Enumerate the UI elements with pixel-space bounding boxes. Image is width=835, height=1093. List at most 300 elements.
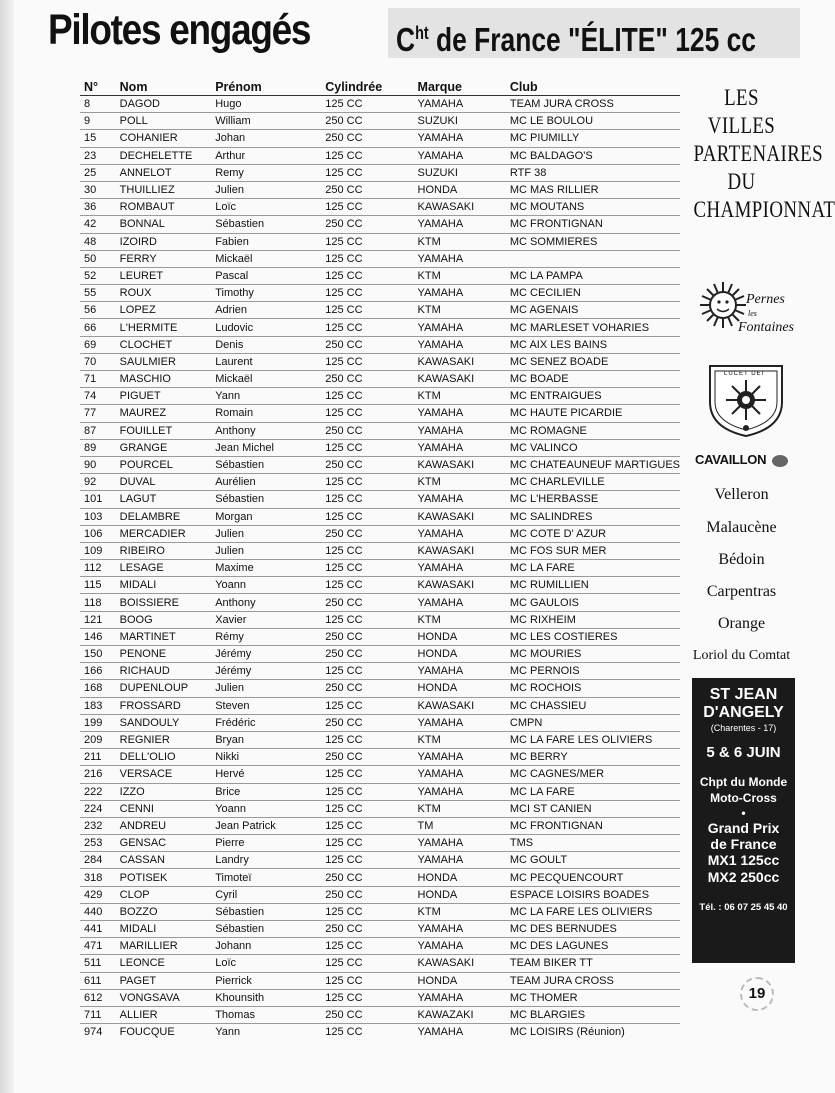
rider-club: MC DES LAGUNES [510,938,680,955]
rider-club: MC LA FARE [510,560,680,577]
table-row [80,405,680,422]
rider-brand: YAMAHA [418,336,510,353]
rider-displacement: 125 CC [325,302,417,319]
rider-club: MC CECILIEN [510,285,680,302]
rider-number: 222 [80,783,120,800]
rider-number: 121 [80,611,120,628]
partner-towns-panel [683,84,835,224]
title-line: LES [724,85,759,110]
rider-name: MIDALI [120,577,216,594]
rider-number: 146 [80,628,120,645]
rider-firstname: Khounsith [215,989,325,1006]
rider-displacement: 125 CC [325,250,417,267]
table-row [80,199,680,216]
table-row [80,577,680,594]
rider-club: MC MOURIES [510,646,680,663]
rider-number: 183 [80,697,120,714]
rider-name: VERSACE [120,766,216,783]
rider-club: MC SALINDRES [510,508,680,525]
ad-gp-line: de France [710,836,777,852]
rider-name: LESAGE [120,560,216,577]
table-header-row [80,78,680,96]
rider-displacement: 125 CC [325,903,417,920]
rider-name: POLL [120,113,216,130]
rider-club: MC MAS RILLIER [510,181,680,198]
table-row [80,336,680,353]
table-row [80,113,680,130]
rider-displacement: 125 CC [325,560,417,577]
lucet-dei-crest: LUCET DEI [706,362,786,438]
rider-displacement: 125 CC [325,577,417,594]
rider-number: 50 [80,250,120,267]
rider-club: MC ENTRAIGUES [510,388,680,405]
rider-brand: YAMAHA [418,560,510,577]
table-row [80,938,680,955]
rider-name: ANNELOT [120,164,216,181]
rider-name: GENSAC [120,835,216,852]
rider-displacement: 125 CC [325,955,417,972]
rider-brand: YAMAHA [418,714,510,731]
rider-brand: YAMAHA [418,319,510,336]
rider-club: MC LA PAMPA [510,267,680,284]
rider-club: MC AIX LES BAINS [510,336,680,353]
table-row [80,233,680,250]
rider-brand: YAMAHA [418,525,510,542]
ad-place-line: D'ANGELY [703,704,784,721]
rider-displacement: 250 CC [325,456,417,473]
rider-club: MC CAGNES/MER [510,766,680,783]
rider-name: LEONCE [120,955,216,972]
championship-banner [388,8,800,58]
rider-name: CLOCHET [120,336,216,353]
rider-number: 103 [80,508,120,525]
rider-name: MAUREZ [120,405,216,422]
town-bedoin: Bédoin [718,551,765,568]
rider-number: 974 [84,1026,103,1039]
table-row [80,422,680,439]
rider-firstname: Timoteï [215,869,325,886]
rider-displacement: 125 CC [325,611,417,628]
rider-brand: KTM [418,474,510,491]
rider-firstname: Hugo [215,96,325,113]
rider-brand: KTM [418,302,510,319]
rider-brand: YAMAHA [418,147,510,164]
rider-number: 429 [80,886,120,903]
rider-firstname: Denis [215,336,325,353]
table-row [80,611,680,628]
table-row [80,852,680,869]
rider-displacement: 125 CC [325,800,417,817]
rider-number: 56 [80,302,120,319]
rider-displacement: 125 CC [325,199,417,216]
rider-club [510,250,680,267]
partner-towns-title [693,84,835,224]
melon-icon [771,454,789,468]
rider-displacement: 250 CC [325,869,417,886]
rider-number: 199 [80,714,120,731]
rider-number: 150 [80,646,120,663]
rider-brand: YAMAHA [418,783,510,800]
rider-club: MC LA FARE LES OLIVIERS [510,903,680,920]
rider-firstname: Adrien [215,302,325,319]
table-row [80,800,680,817]
rider-club: MC VALINCO [510,439,680,456]
rider-club: MC LA FARE [510,783,680,800]
rider-brand: KAWASAKI [418,955,510,972]
col-name: Nom [120,78,216,96]
rider-firstname: Julien [215,542,325,559]
rider-name: BOOG [120,611,216,628]
table-row [80,371,680,388]
rider-firstname: Timothy [215,285,325,302]
rider-club: MC SENEZ BOADE [510,353,680,370]
rider-number: 318 [80,869,120,886]
col-number: N° [80,78,120,96]
page-title: Pilotes engagés [48,6,311,54]
rider-firstname: Morgan [215,508,325,525]
rider-number: 109 [80,542,120,559]
table-row [80,319,680,336]
rider-displacement: 125 CC [325,319,417,336]
rider-club: ESPACE LOISIRS BOADES [510,886,680,903]
rider-club: MC PIUMILLY [510,130,680,147]
rider-number: 89 [80,439,120,456]
rider-brand: YAMAHA [418,749,510,766]
rider-club: MC RIXHEIM [510,611,680,628]
rider-firstname: Sébastien [215,491,325,508]
rider-brand: YAMAHA [418,422,510,439]
rider-name: DUPENLOUP [120,680,216,697]
rider-number: 15 [80,130,120,147]
table-row [80,628,680,645]
table-row [80,96,680,113]
rider-club: MC BALDAGO'S [510,147,680,164]
rider-displacement: 125 CC [325,938,417,955]
rider-name: IZOIRD [120,233,216,250]
rider-displacement: 125 CC [325,542,417,559]
rider-number: 471 [80,938,120,955]
rider-firstname: Yoann [215,800,325,817]
ad-phone: Tél. : 06 07 25 45 40 [699,902,788,913]
rider-club: MC CHASSIEU [510,697,680,714]
rider-brand: YAMAHA [418,594,510,611]
rider-brand: YAMAHA [418,491,510,508]
rider-name: FROSSARD [120,697,216,714]
rider-name: ANDREU [120,817,216,834]
rider-name: BOZZO [120,903,216,920]
rider-club: MCI ST CANIEN [510,800,680,817]
rider-number: 8 [80,96,120,113]
title-line: VILLES [707,113,776,138]
table-row [80,474,680,491]
rider-displacement: 125 CC [325,972,417,989]
rider-club: MC LE BOULOU [510,113,680,130]
rider-number: 711 [80,1006,120,1023]
rider-firstname: Johan [215,130,325,147]
ad-event-line: Moto-Cross [710,791,777,805]
rider-club: TEAM JURA CROSS [510,972,680,989]
rider-displacement: 125 CC [325,285,417,302]
rider-brand: HONDA [418,646,510,663]
rider-name: MARILLIER [120,938,216,955]
table-row [80,216,680,233]
rider-club: MC FRONTIGNAN [510,216,680,233]
town-malaucene: Malaucène [706,519,777,536]
town-carpentras: Carpentras [706,583,777,600]
col-firstname: Prénom [215,78,325,96]
rider-firstname: Sébastien [215,921,325,938]
table-row [80,766,680,783]
rider-name: PENONE [120,646,216,663]
table-row [80,972,680,989]
col-displacement: Cylindrée [325,78,417,96]
rider-firstname: Hervé [215,766,325,783]
rider-club: MC LES COSTIERES [510,628,680,645]
rider-number: 612 [80,989,120,1006]
rider-firstname: Arthur [215,147,325,164]
rider-number: 253 [80,835,120,852]
rider-name: CLOP [120,886,216,903]
rider-brand: YAMAHA [418,216,510,233]
rider-club: MC PECQUENCOURT [510,869,680,886]
rider-firstname: Maxime [215,560,325,577]
table-row [80,491,680,508]
rider-displacement: 250 CC [325,181,417,198]
town-orange: Orange [717,615,766,632]
rider-brand: KAWASAKI [418,353,510,370]
rider-firstname: Nikki [215,749,325,766]
rider-firstname: Jérémy [215,646,325,663]
rider-displacement: 250 CC [325,525,417,542]
rider-firstname: Bryan [215,731,325,748]
ad-class-line: MX1 125cc [707,852,780,868]
rider-number: 112 [80,560,120,577]
rider-name: POTISEK [120,869,216,886]
rider-brand: KTM [418,800,510,817]
rider-name: VONGSAVA [120,989,216,1006]
rider-name: GRANGE [120,439,216,456]
ad-gp-line: Grand Prix [707,820,780,836]
page-binding-shadow [0,0,14,1093]
rider-number: 216 [80,766,120,783]
rider-name: BOISSIERE [120,594,216,611]
table-row [80,921,680,938]
rider-number: 106 [80,525,120,542]
title-line: CHAMPIONNAT [693,197,835,222]
rider-displacement: 125 CC [325,147,417,164]
rider-displacement: 125 CC [325,835,417,852]
rider-displacement: 125 CC [325,817,417,834]
rider-name: COHANIER [120,130,216,147]
rider-number: 23 [80,147,120,164]
table-row [80,508,680,525]
rider-club: MC MARLESET VOHARIES [510,319,680,336]
rider-number: 42 [80,216,120,233]
rider-firstname: Jean Patrick [215,817,325,834]
rider-brand: KAWASAKI [418,456,510,473]
rider-brand: YAMAHA [418,938,510,955]
rider-displacement: 125 CC [325,474,417,491]
rider-name: DELAMBRE [120,508,216,525]
rider-number: 166 [80,663,120,680]
rider-name: CASSAN [120,852,216,869]
rider-brand: YAMAHA [418,921,510,938]
rider-number: 90 [80,456,120,473]
rider-name: RIBEIRO [120,542,216,559]
rider-name: SANDOULY [120,714,216,731]
rider-brand: YAMAHA [417,1026,464,1039]
rider-firstname: Sébastien [215,903,325,920]
rider-firstname: Laurent [215,353,325,370]
table-row [80,886,680,903]
rider-displacement: 250 CC [325,921,417,938]
pernes-les-fontaines-logo: Pernes les Fontaines [694,276,794,346]
table-row [80,594,680,611]
rider-brand: YAMAHA [418,766,510,783]
table-row [80,663,680,680]
rider-firstname: Julien [215,525,325,542]
ad-class-line: MX2 250cc [707,869,780,885]
rider-name: CENNI [120,800,216,817]
rider-club: MC MOUTANS [510,199,680,216]
rider-firstname: Romain [215,405,325,422]
table-row [80,267,680,284]
table-body [80,96,680,1041]
rider-brand: KTM [418,388,510,405]
rider-number: 71 [80,371,120,388]
table-row [80,869,680,886]
rider-firstname: Frédéric [215,714,325,731]
rider-displacement: 250 CC [325,886,417,903]
rider-number: 511 [80,955,120,972]
rider-name: FOUILLET [120,422,216,439]
rider-brand: HONDA [418,869,510,886]
ad-event-line: Chpt du Monde [699,775,788,789]
rider-brand: YAMAHA [418,439,510,456]
rider-firstname: Julien [215,181,325,198]
rider-displacement: 250 CC [325,680,417,697]
rider-brand: KTM [418,611,510,628]
rider-firstname: Xavier [215,611,325,628]
rider-displacement: 125 CC [325,491,417,508]
rider-firstname: Mickaël [215,250,325,267]
rider-club: MC LA FARE LES OLIVIERS [510,731,680,748]
ad-bullet: • [741,806,746,820]
rider-displacement: 250 CC [325,646,417,663]
rider-club: MC FRONTIGNAN [510,817,680,834]
rider-club: CMPN [510,714,680,731]
rider-displacement: 125 CC [325,1026,363,1039]
rider-club: MC AGENAIS [510,302,680,319]
rider-displacement: 125 CC [325,697,417,714]
rider-club: MC SOMMIERES [510,233,680,250]
rider-club: MC BLARGIES [510,1006,680,1023]
table-row [80,783,680,800]
rider-number: 101 [80,491,120,508]
riders-table [80,78,680,1040]
rider-brand: YAMAHA [418,852,510,869]
rider-number: 115 [80,577,120,594]
rider-displacement: 250 CC [325,594,417,611]
rider-number: 284 [80,852,120,869]
rider-number: 168 [80,680,120,697]
rider-firstname: Jérémy [215,663,325,680]
rider-firstname: Landry [215,852,325,869]
rider-club: MC ROCHOIS [510,680,680,697]
rider-name: RICHAUD [120,663,216,680]
town-velleron: Velleron [714,486,769,503]
rider-number: 66 [80,319,120,336]
rider-name: BONNAL [120,216,216,233]
rider-brand: YAMAHA [418,663,510,680]
table-row [80,560,680,577]
rider-club: MC GAULOIS [510,594,680,611]
rider-club: MC BOADE [510,371,680,388]
rider-brand: YAMAHA [418,130,510,147]
rider-number: 69 [80,336,120,353]
rider-displacement: 250 CC [325,422,417,439]
rider-club: MC L'HERBASSE [510,491,680,508]
page-number: 19 [740,977,774,1011]
table-row [80,525,680,542]
rider-brand: KAWASAKI [418,508,510,525]
rider-displacement: 125 CC [325,783,417,800]
rider-firstname: Steven [215,697,325,714]
championship-title: $C^{ht}$ de France "ÉLITE" 125 cc [396,21,756,58]
rider-displacement: 125 CC [325,989,417,1006]
rider-name: MERCADIER [120,525,216,542]
rider-club: MC GOULT [510,852,680,869]
rider-displacement: 125 CC [325,388,417,405]
rider-brand: SUZUKI [418,164,510,181]
table-row [80,130,680,147]
rider-club: MC CHATEAUNEUF MARTIGUES [510,456,680,473]
rider-number: 74 [80,388,120,405]
rider-displacement: 125 CC [325,663,417,680]
rider-name: PAGET [120,972,216,989]
rider-number: 77 [80,405,120,422]
rider-displacement: 250 CC [325,216,417,233]
town-loriol: Loriol du Comtat [692,648,791,663]
table-row [80,164,680,181]
rider-club: TMS [510,835,680,852]
table-row [80,749,680,766]
rider-brand: KTM [418,731,510,748]
rider-brand: KAWASAKI [418,371,510,388]
table-row [80,903,680,920]
rider-number: 441 [80,921,120,938]
ad-dates: 5 & 6 JUIN [706,744,781,761]
table-row [80,285,680,302]
rider-firstname: Remy [215,164,325,181]
rider-displacement: 250 CC [325,336,417,353]
rider-firstname: Mickaël [215,371,325,388]
rider-name: FERRY [120,250,216,267]
rider-firstname: Yoann [215,577,325,594]
cavaillon-logo: CAVAILLON [693,452,793,472]
rider-brand: KTM [418,267,510,284]
rider-number: 87 [80,422,120,439]
rider-firstname: Thomas [215,1006,325,1023]
rider-club: MC COTE D' AZUR [510,525,680,542]
table-row [80,955,680,972]
rider-number: 36 [80,199,120,216]
rider-name: THUILLIEZ [120,181,216,198]
rider-brand: KAWASAKI [418,697,510,714]
rider-firstname: Julien [215,680,325,697]
rider-firstname: Pascal [215,267,325,284]
rider-number: 70 [80,353,120,370]
